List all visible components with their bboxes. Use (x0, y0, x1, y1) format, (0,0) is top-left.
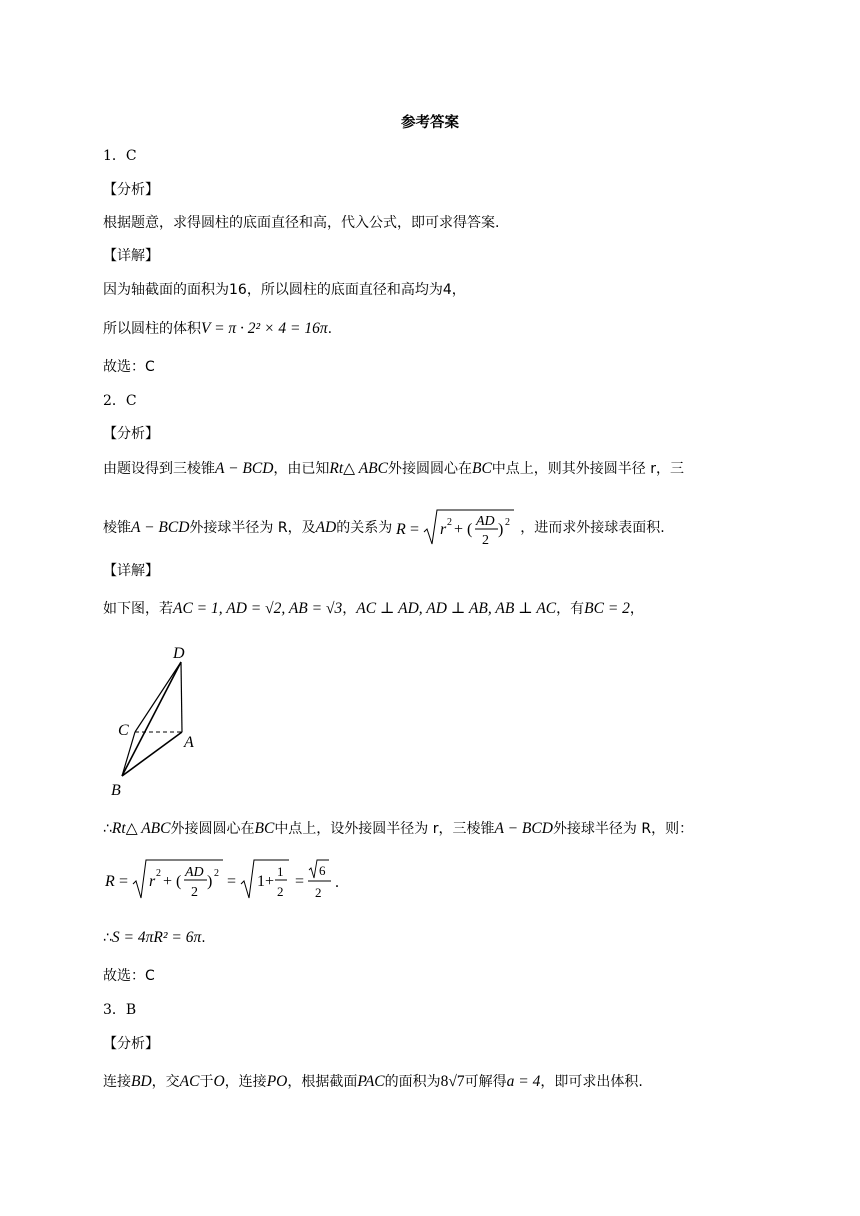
svg-text:.: . (335, 874, 339, 891)
q2-detail-text: ， (342, 601, 357, 617)
svg-text:2: 2 (482, 533, 490, 548)
svg-text:2: 2 (214, 868, 219, 879)
pyramid-figure (105, 642, 215, 802)
q3-analysis-line (103, 1072, 643, 1092)
q2-analysis-line1 (103, 459, 684, 479)
q2-math-ad: AD (315, 519, 337, 536)
q3-math-area: 8√7 (440, 1073, 465, 1090)
q3-analysis-text: 的面积为 (384, 1074, 441, 1090)
q2-analysis-text: 的关系为 (336, 520, 393, 536)
svg-text:R: R (396, 521, 407, 538)
q2-math-lengths: AC = 1, AD = √2, AB = √3 (173, 600, 343, 617)
therefore-symbol: ∴ (103, 930, 112, 946)
q2-math-triangle: Rt△ ABC (329, 460, 388, 477)
q2-math-bc: BC (254, 820, 275, 837)
q2-radius-formula (394, 508, 518, 548)
q2-math-bc-length: BC = 2 (584, 600, 630, 617)
q3-analysis-text: ，连接 (224, 1074, 267, 1090)
q2-analysis-text: 外接球半径为 R，及 (189, 520, 316, 536)
q2-detail-text: 如下图，若 (103, 601, 173, 617)
q2-detail-text: 外接圆圆心在 (170, 821, 255, 837)
q2-answer: 2．C (103, 393, 137, 409)
q2-analysis-text: 由题设得到三棱锥 (103, 461, 215, 477)
svg-text:=: = (119, 873, 129, 890)
svg-text:+ (: + ( (163, 873, 182, 890)
edge-da (181, 662, 182, 732)
svg-text:1: 1 (277, 864, 284, 879)
q2-detail-text: 外接球半径为 R，则： (552, 821, 694, 837)
label-d: D (173, 645, 185, 662)
q3-math-o: O (213, 1073, 225, 1090)
svg-text:=: = (295, 873, 305, 890)
svg-text:1+: 1+ (257, 873, 275, 890)
q1-answer: 1．C (103, 148, 137, 164)
q1-detail-tag: 【详解】 (103, 248, 159, 264)
q2-detail-line1 (103, 599, 644, 619)
q3-math-po: PO (266, 1073, 288, 1090)
q2-analysis-tag: 【分析】 (103, 426, 159, 442)
q2-analysis-text: ，进而求外接球表面积. (520, 520, 665, 536)
q3-analysis-text: 连接 (103, 1074, 131, 1090)
q2-math-bc: BC (471, 460, 492, 477)
edge-db (122, 662, 181, 776)
svg-text:=: = (410, 521, 420, 538)
q3-analysis-text: ，即可求出体积. (540, 1074, 643, 1090)
svg-text:6: 6 (319, 863, 326, 878)
label-b: B (111, 782, 121, 799)
q2-math-pyramid: A − BCD (494, 820, 553, 837)
svg-text:): ) (207, 873, 213, 890)
svg-text:+ (: + ( (454, 521, 473, 538)
q2-detail-text: . (201, 930, 206, 946)
q2-area-line (103, 928, 206, 948)
svg-text:AD: AD (476, 514, 495, 529)
q3-analysis-text: ，交 (151, 1074, 180, 1090)
label-c: C (118, 722, 129, 739)
q2-conclusion-line (103, 819, 693, 839)
svg-text:2: 2 (277, 884, 284, 899)
edge-ab (122, 732, 182, 776)
q2-analysis-text: ，由已知 (273, 461, 330, 477)
q3-math-bd: BD (131, 1073, 152, 1090)
q2-detail-text: 中点上，设外接圆半径为 r，三棱锥 (274, 821, 495, 837)
q1-detail-line2-prefix: 所以圆柱的体积 (103, 321, 201, 337)
q3-analysis-tag: 【分析】 (103, 1036, 159, 1052)
q1-analysis-tag: 【分析】 (103, 182, 159, 198)
q3-answer: 3．B (103, 1002, 137, 1018)
q3-math-ac: AC (179, 1073, 200, 1090)
svg-text:2: 2 (315, 885, 322, 900)
q2-detail-text: ， (629, 601, 644, 617)
label-a: A (184, 734, 194, 751)
svg-text:2: 2 (191, 885, 198, 900)
q1-choice: 故选：C (103, 359, 155, 375)
q2-math-pyramid: A − BCD (215, 460, 274, 477)
q1-detail-line1: 因为轴截面的面积为16，所以圆柱的底面直径和高均为4， (103, 282, 466, 298)
q2-analysis-text: 外接圆圆心在 (387, 461, 472, 477)
q3-analysis-text: ，根据截面 (287, 1074, 358, 1090)
svg-text:AD: AD (185, 865, 204, 880)
q2-detail-text: ，有 (556, 601, 585, 617)
q2-analysis-text: 中点上，则其外接圆半径 r，三 (491, 461, 685, 477)
edge-dc (135, 662, 181, 732)
q2-analysis-line2 (103, 508, 665, 548)
q1-volume-formula: V = π · 2² × 4 = 16π (201, 320, 328, 337)
svg-text:r: r (149, 873, 156, 890)
svg-text:2: 2 (505, 517, 511, 528)
q2-math-pyramid: A − BCD (131, 519, 190, 536)
q1-detail-line2-suffix: . (327, 321, 333, 337)
q3-math-pac: PAC (357, 1073, 385, 1090)
q3-analysis-text: 可解得 (464, 1074, 507, 1090)
q2-choice: 故选：C (103, 968, 155, 984)
q2-math-perpendicular: AC ⊥ AD, AD ⊥ AB, AB ⊥ AC (356, 600, 557, 617)
page-title: 参考答案 (401, 115, 459, 131)
therefore-symbol: ∴ (103, 821, 112, 837)
svg-text:): ) (498, 521, 504, 538)
q2-analysis-text: 棱锥 (103, 520, 131, 536)
svg-text:=: = (227, 873, 237, 890)
q2-surface-area-formula: S = 4πR² = 6π (111, 929, 202, 946)
q2-radius-computation (103, 856, 343, 902)
svg-text:2: 2 (156, 868, 161, 879)
svg-text:R: R (105, 873, 115, 890)
q3-analysis-text: 于 (199, 1074, 214, 1090)
svg-text:r: r (440, 521, 447, 538)
q2-detail-tag: 【详解】 (103, 563, 159, 579)
q1-analysis-text: 根据题意，求得圆柱的底面直径和高，代入公式，即可求得答案. (103, 215, 500, 231)
svg-text:2: 2 (447, 517, 453, 528)
q1-detail-line2 (103, 319, 332, 339)
q2-math-triangle: Rt△ ABC (111, 820, 171, 837)
q3-math-a-value: a = 4 (506, 1073, 541, 1090)
